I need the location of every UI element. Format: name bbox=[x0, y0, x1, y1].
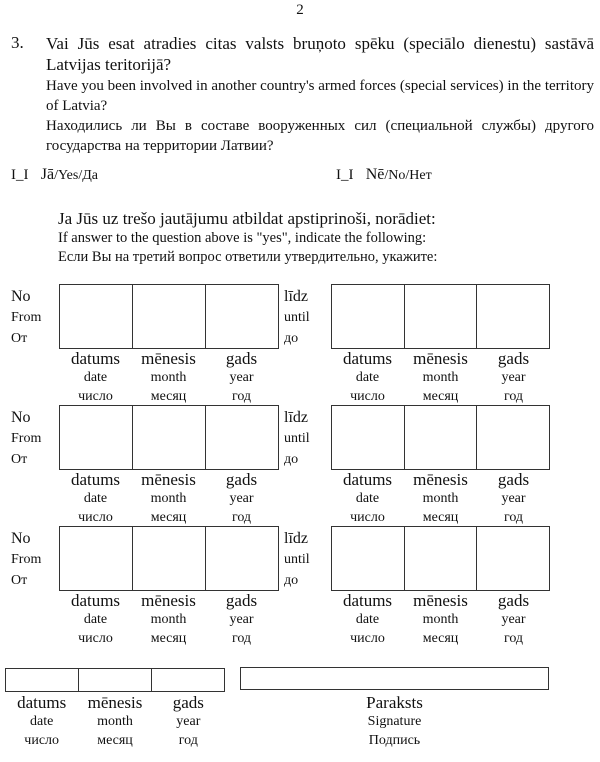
date-labels bbox=[59, 470, 278, 527]
date-labels bbox=[331, 349, 550, 406]
year-column-label: gads year год bbox=[497, 349, 530, 404]
year-column-label: gads year год bbox=[225, 470, 258, 525]
until-date-field[interactable] bbox=[331, 405, 550, 470]
question-text-en: Have you been involved in another country's armed forces (special services) in the territory of Latvia? bbox=[46, 78, 594, 114]
until-day-input[interactable] bbox=[332, 406, 405, 469]
signature-label-en: Signature bbox=[367, 714, 422, 729]
date-column-label: datums date число bbox=[342, 470, 393, 525]
until-year-input[interactable] bbox=[477, 527, 549, 590]
until-date-field[interactable] bbox=[331, 526, 550, 591]
year-column-label: gads year год bbox=[497, 470, 530, 525]
until-label: līdz until до bbox=[284, 288, 310, 346]
answer-no-checkbox[interactable]: I_I bbox=[336, 167, 354, 183]
signature-labels bbox=[240, 693, 549, 750]
year-column-label: gads year год bbox=[172, 693, 204, 748]
date-column-label: datums date число bbox=[342, 591, 393, 646]
year-column-label: gads year год bbox=[225, 349, 258, 404]
date-column-label: datums date число bbox=[70, 349, 121, 404]
until-label: līdz until до bbox=[284, 530, 310, 588]
date-labels bbox=[59, 591, 278, 648]
date-column-label: datums date число bbox=[17, 693, 67, 748]
until-year-input[interactable] bbox=[477, 285, 549, 348]
signature-date-year-input[interactable] bbox=[152, 669, 224, 691]
until-month-input[interactable] bbox=[405, 527, 478, 590]
signature-label-ru: Подпись bbox=[368, 733, 421, 748]
date-labels bbox=[59, 349, 278, 406]
month-column-label: mēnesis month месяц bbox=[141, 470, 196, 525]
from-month-input[interactable] bbox=[133, 285, 206, 348]
until-day-input[interactable] bbox=[332, 285, 405, 348]
from-date-field[interactable] bbox=[59, 284, 279, 349]
from-day-input[interactable] bbox=[60, 285, 133, 348]
from-label: No From От bbox=[11, 530, 42, 588]
until-label: līdz until до bbox=[284, 409, 310, 467]
instruction-en: If answer to the question above is "yes", indicate the following: bbox=[58, 230, 427, 246]
from-label: No From От bbox=[11, 409, 42, 467]
from-day-input[interactable] bbox=[60, 527, 133, 590]
question-number: 3. bbox=[11, 33, 24, 52]
answer-no-option[interactable] bbox=[336, 166, 432, 184]
answer-yes-option[interactable] bbox=[11, 166, 98, 184]
month-column-label: mēnesis month месяц bbox=[413, 591, 468, 646]
month-column-label: mēnesis month месяц bbox=[87, 693, 143, 748]
date-column-label: datums date число bbox=[342, 349, 393, 404]
until-month-input[interactable] bbox=[405, 285, 478, 348]
month-column-label: mēnesis month месяц bbox=[141, 591, 196, 646]
answer-no-label: Nē/No/Нет bbox=[365, 166, 432, 183]
answer-yes-label: Jā/Yes/Да bbox=[40, 166, 98, 183]
month-column-label: mēnesis month месяц bbox=[413, 470, 468, 525]
month-column-label: mēnesis month месяц bbox=[141, 349, 196, 404]
signature-date-labels bbox=[5, 693, 225, 750]
page-number: 2 bbox=[296, 2, 304, 18]
from-date-field[interactable] bbox=[59, 526, 279, 591]
month-column-label: mēnesis month месяц bbox=[413, 349, 468, 404]
signature-input[interactable] bbox=[240, 667, 549, 690]
from-day-input[interactable] bbox=[60, 406, 133, 469]
from-year-input[interactable] bbox=[206, 527, 278, 590]
instruction-ru: Если Вы на третий вопрос ответили утвердительно, укажите: bbox=[58, 249, 438, 265]
until-day-input[interactable] bbox=[332, 527, 405, 590]
from-month-input[interactable] bbox=[133, 406, 206, 469]
year-column-label: gads year год bbox=[225, 591, 258, 646]
signature-date-month-input[interactable] bbox=[79, 669, 152, 691]
date-labels bbox=[331, 470, 550, 527]
signature-label-lv: Paraksts bbox=[366, 693, 423, 712]
from-year-input[interactable] bbox=[206, 406, 278, 469]
answer-yes-checkbox[interactable]: I_I bbox=[11, 167, 29, 183]
year-column-label: gads year год bbox=[497, 591, 530, 646]
signature-date-day-input[interactable] bbox=[6, 669, 79, 691]
until-month-input[interactable] bbox=[405, 406, 478, 469]
date-column-label: datums date число bbox=[70, 470, 121, 525]
from-label: No From От bbox=[11, 288, 42, 346]
date-labels bbox=[331, 591, 550, 648]
from-month-input[interactable] bbox=[133, 527, 206, 590]
instruction-lv: Ja Jūs uz trešo jautājumu atbildat apstiprinoši, norādiet: bbox=[58, 209, 436, 228]
signature-date-field[interactable] bbox=[5, 668, 225, 692]
question-text-lv: Vai Jūs esat atradies citas valsts bruņoto spēku (speciālo dienestu) sastāvā Latvijas teritorijā? bbox=[46, 34, 594, 74]
date-column-label: datums date число bbox=[70, 591, 121, 646]
from-date-field[interactable] bbox=[59, 405, 279, 470]
until-year-input[interactable] bbox=[477, 406, 549, 469]
from-year-input[interactable] bbox=[206, 285, 278, 348]
until-date-field[interactable] bbox=[331, 284, 550, 349]
question-text-ru: Находились ли Вы в составе вооруженных сил (специальной службы) другого государства на территории Латвии? bbox=[46, 118, 594, 154]
